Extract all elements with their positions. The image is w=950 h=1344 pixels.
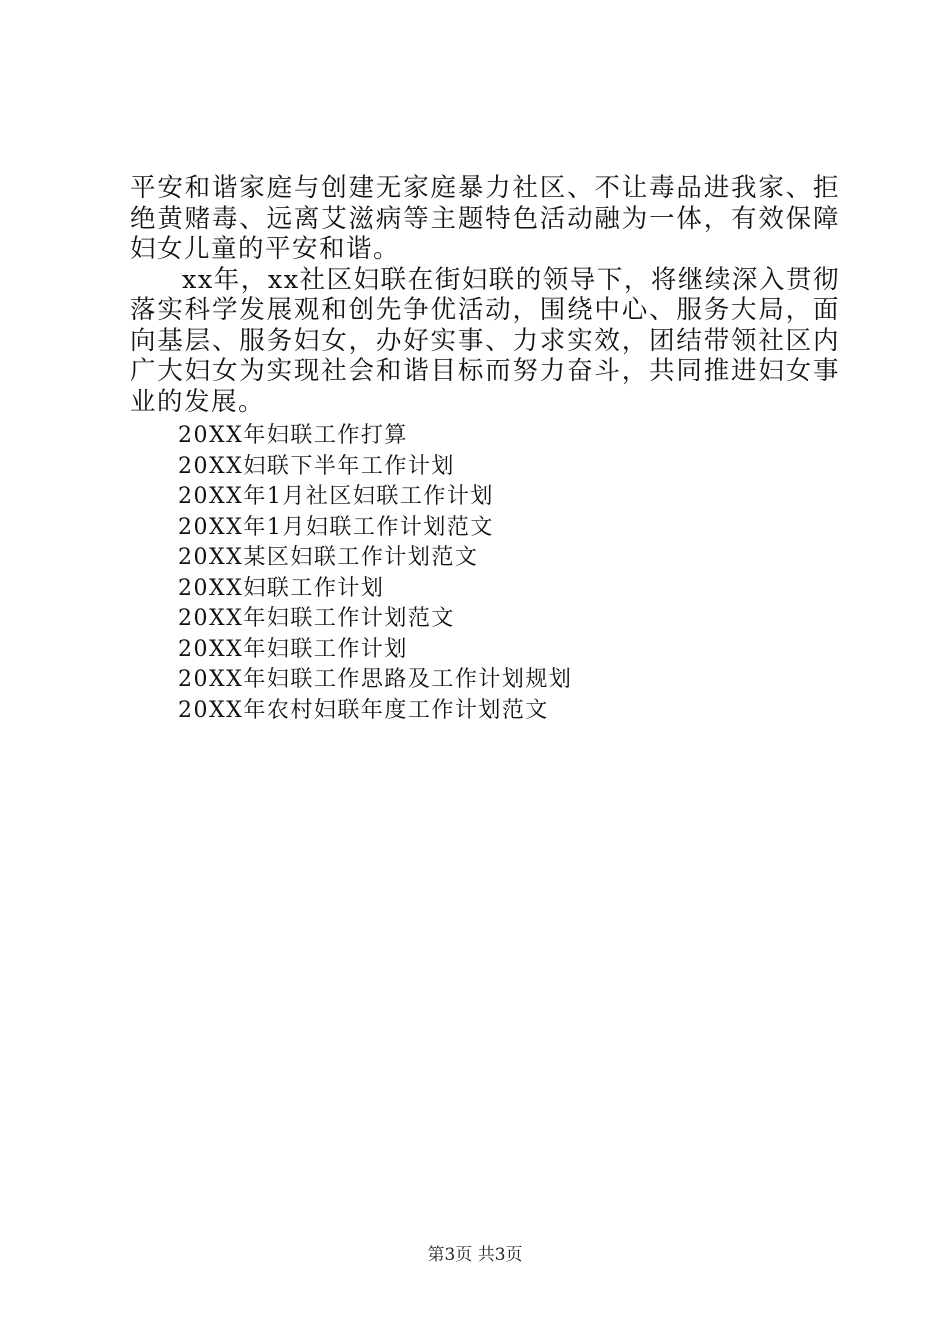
related-article-link[interactable]: 20XX年1月妇联工作计划范文 [178,514,494,540]
related-article-link[interactable]: 20XX年农村妇联年度工作计划范文 [178,697,549,723]
related-article-link[interactable]: 20XX年妇联工作计划范文 [178,606,455,631]
related-article-link[interactable]: 20XX年1月社区妇联工作计划 [178,484,494,509]
paragraph-continuation: 平安和谐家庭与创建无家庭暴力社区、不让毒品进我家、拒绝黄赌毒、远离艾滋病等主题特色活动融为一体，有效保障妇女儿童的平安和谐。 [130,173,840,264]
related-article-link[interactable]: 20XX年妇联工作计划 [178,636,408,662]
body-text [130,173,840,417]
related-article-link[interactable]: 20XX年妇联工作打算 [178,423,408,448]
related-article-link[interactable]: 20XX某区妇联工作计划范文 [178,545,479,570]
related-article-link[interactable]: 20XX年妇联工作思路及工作计划规划 [178,667,573,692]
related-articles-list [178,421,572,726]
paragraph-plan: xx年，xx社区妇联在街妇联的领导下，将继续深入贯彻落实科学发展观和创先争优活动，围绕中心、服务大局，面向基层、服务妇女，办好实事、力求实效，团结带领社区内广大妇女为实现社会和谐目标而努力奋斗，共同推进妇女事业的发展。 [130,264,840,417]
page-footer [0,1243,950,1267]
page-indicator: 第3页 共3页 [427,1245,523,1265]
related-article-link[interactable]: 20XX妇联工作计划 [178,575,385,601]
related-article-link[interactable]: 20XX妇联下半年工作计划 [178,453,455,479]
